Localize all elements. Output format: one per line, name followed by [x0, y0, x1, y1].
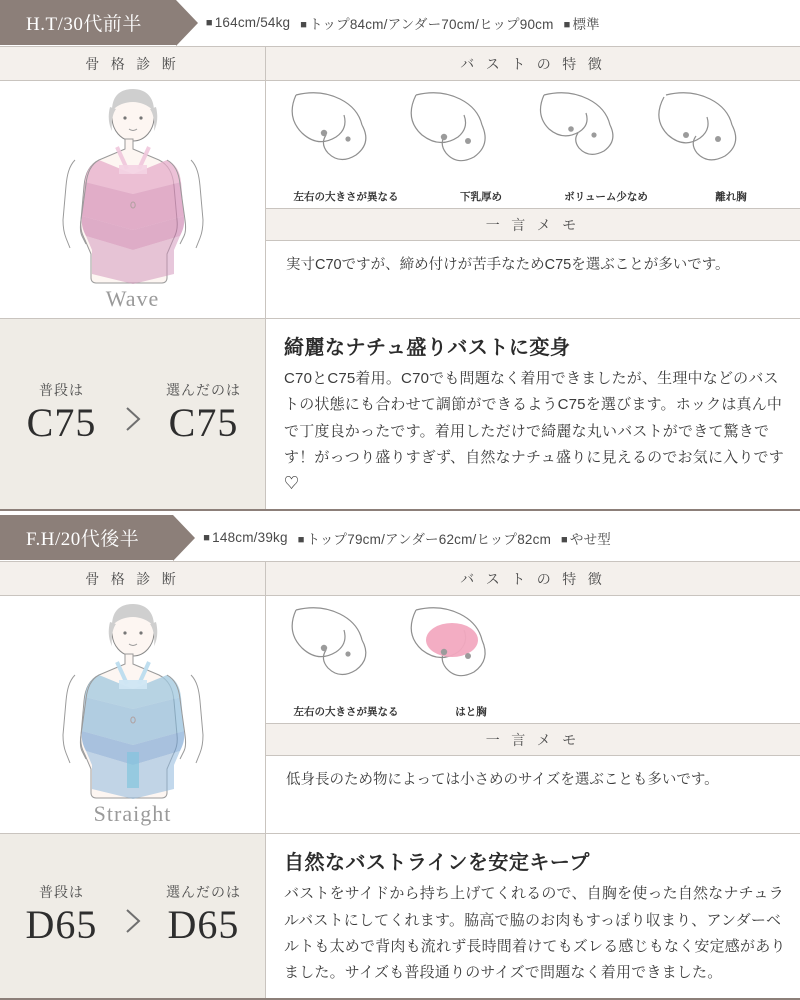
- bust-shapes-icon: [266, 596, 799, 700]
- chosen-size-label: 選んだのは: [166, 382, 241, 399]
- arrow-icon: [122, 894, 144, 934]
- review-card: [0, 515, 800, 1000]
- skeleton-column: [0, 47, 266, 318]
- bust-title: バ ス ト の 特 徴: [266, 47, 800, 81]
- usual-size-label: 普段は: [39, 884, 84, 901]
- body-illustration: [13, 602, 253, 807]
- size-comparison: [0, 319, 266, 509]
- bust-shapes-icon: [266, 81, 799, 185]
- usual-size-cell: [2, 882, 122, 946]
- memo-title: 一 言 メ モ: [266, 724, 800, 756]
- chosen-size-cell: [144, 380, 264, 444]
- memo-text: 実寸C70ですが、締め付けが苦手なためC75を選ぶことが多いです。: [286, 257, 730, 273]
- verdict-text: C70とC75着用。C70でも問題なく着用できましたが、生理中などのバストの状態にも合わせて調節ができるようC75を選びます。ホックは真ん中で丁度良かったです。着用しただけで綺麗な丸いバストができて驚きです！がっつり盛りすぎず、自然なナチュ盛りに見えるのでお気に入りです♡: [284, 370, 784, 492]
- skeleton-column: [0, 562, 266, 833]
- spec-body: ■ 164cm/54kg: [206, 15, 290, 30]
- review-footer: [0, 834, 800, 1000]
- body-illustration: [13, 87, 253, 292]
- memo-text: 低身長のため物によっては小さめのサイズを選ぶことも多いです。: [286, 772, 719, 789]
- bust-illustrations: [266, 81, 800, 209]
- reviewer-id: H.T/30代前半: [0, 0, 176, 45]
- usual-size-value: D65: [25, 902, 98, 948]
- bust-label: 離れ胸: [715, 191, 747, 203]
- size-comparison: [0, 834, 266, 998]
- skeleton-title: 骨 格 診 断: [0, 47, 265, 81]
- verdict-text: バストをサイドから持ち上げてくれるので、自胸を使った自然なナチュラルバストにしてくれます。脇高で脇のお肉もすっぽり収まり、アンダーベルトも太めで背肉も流れず長時間着けてもズレる感じもなく安定感がありました。サイズも普段通りのサイズで問題なく着用できました。: [284, 885, 786, 981]
- bust-label-row: [266, 189, 800, 204]
- chosen-size-cell: [144, 882, 264, 946]
- review-body: [0, 46, 800, 319]
- skeleton-type-label: Wave: [105, 286, 160, 311]
- reviewer-specs: [173, 515, 800, 560]
- spec-body: ■ 148cm/39kg: [203, 530, 287, 545]
- spec-type: ■ やせ型: [561, 528, 611, 548]
- skeleton-type-label: Straight: [93, 801, 172, 827]
- bust-illustrations: [266, 596, 800, 724]
- spec-measure: ■ トップ84cm/アンダー70cm/ヒップ90cm: [300, 13, 553, 33]
- review-header: [0, 515, 800, 561]
- spec-type: ■ 標準: [564, 13, 600, 33]
- verdict-title: 自然なバストラインを安定キープ: [284, 852, 590, 875]
- bust-label: はと胸: [455, 706, 487, 719]
- spec-measure: ■ トップ79cm/アンダー62cm/ヒップ82cm: [298, 528, 551, 548]
- memo-title: 一 言 メ モ: [266, 209, 800, 241]
- body-figure-straight: [0, 596, 265, 833]
- chosen-size-value: D65: [167, 902, 240, 948]
- reviewer-specs: [176, 0, 800, 45]
- bust-label-row: [266, 704, 800, 719]
- body-figure-wave: [0, 81, 265, 318]
- verdict-title: 綺麗なナチュ盛りバストに変身: [284, 337, 571, 359]
- bust-label: 左右の大きさが異なる: [293, 191, 399, 203]
- reviewer-id: F.H/20代後半: [0, 515, 173, 560]
- bust-label: ボリューム少なめ: [564, 191, 648, 203]
- review-footer: [0, 319, 800, 511]
- bust-label: 左右の大きさが異なる: [293, 706, 399, 719]
- bust-label: 下乳厚め: [460, 191, 502, 203]
- usual-size-value: C75: [26, 400, 97, 446]
- bust-title: バ ス ト の 特 徴: [266, 562, 800, 596]
- bust-column: [266, 47, 800, 318]
- arrow-icon: [122, 392, 144, 432]
- verdict-block: [266, 319, 800, 509]
- chosen-size-label: 選んだのは: [166, 884, 241, 901]
- review-header: [0, 0, 800, 46]
- skeleton-title: 骨 格 診 断: [0, 562, 265, 596]
- verdict-block: [266, 834, 800, 998]
- chosen-size-value: C75: [168, 400, 239, 446]
- bust-column: [266, 562, 800, 833]
- review-body: [0, 561, 800, 834]
- usual-size-cell: [2, 380, 122, 444]
- usual-size-label: 普段は: [39, 382, 84, 399]
